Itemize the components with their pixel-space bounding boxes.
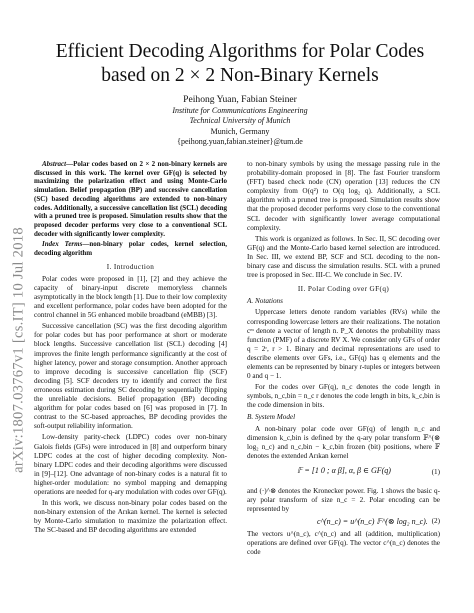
equation-1-body: 𝔽 = [1 0 ; α β], α, β ∈ GF(q) [297,465,391,475]
subsection-heading-notations: A. Notations [247,297,283,306]
index-terms-label: Index Terms [42,240,83,249]
paragraph: Low-density parity-check (LDPC) codes over non-binary Galois fields (GFs) were introduced in [8] and outperform binary LDPC codes at the cost of higher decoding complexity. Non-binary LDPC codes and their decoding algorithms were discussed in [9]–[12]. One advantage of non-binary codes is a natural fit to higher-order modulation: no symbol mapping and demapping operations are needed for q-ary modulation with codes over GF(q). [34,433,227,496]
institution-line-2: Technical University of Munich [189,116,291,126]
paragraph: The vectors u^(n_c), c^(n_c) and all (addition, multiplication) operations are defined over GF(q). The vector c^(n_c) denotes the code [247,530,440,557]
arxiv-identifier [10,140,28,560]
left-column [34,160,227,537]
equation-2 [247,516,440,528]
paragraph: to non-binary symbols by using the message passing rule in the probability-domain proposed in [8]. The fast Fourier transform (FFT) based check node (CN) operation [13] reduces the CN complexity from O(q²) to O(q log₂ q). Additionally, a SCL algorithm with a pruned tree is proposed. Simulation results show that the proposed decoder performs very close to the conventional SCL decoder with significantly lower average computational complexity. [247,160,440,232]
paragraph: This work is organized as follows. In Sec. II, SC decoding over GF(q) and the Monte-Carlo based kernel selection are introduced. In Sec. III, we extend BP, SCF and SCL decoding to the non-binary case and discuss the simulation results. SCL with a pruned tree is proposed in Sec. III-C. We conclude in Sec. IV. [247,234,440,280]
paragraph: In this work, we discuss non-binary polar codes based on the non-binary extension of the Arıkan kernel. The kernel is selected by Monte-Carlo simulation to maximize the polarization effect. The SC-based and BP decoding algorithms are extended [34,499,227,535]
index-terms [34,240,227,257]
paragraph: Polar codes were proposed in [1], [2] and they achieve the capacity of binary-input discrete memoryless channels asymptotically in the block length [1]. Due to their low complexity and excellent performance, polar codes have been adopted for the control channel in 5G enhanced mobile broadband (eMBB) [3]. [34,274,227,320]
paper-title [40,40,440,88]
arxiv-id-text: arXiv:1807.03767v1 [cs.IT] 10 Jul 2018 [10,227,27,473]
paragraph: Successive cancellation (SC) was the first decoding algorithm for polar codes but has poor performance at short or moderate block lengths. Successive cancellation list (SCL) decoding [4] improves the finite length performance significantly at the cost of higher latency, power and storage consumption. Another approach to improve decoding is successive cancellation flip (SCF) decoding [5]. SCF decoders try to identify and correct the first erroneous estimation during SC decoding by sequentially flipping the unreliable decisions. Belief propagation (BP) decoding algorithm for polar codes based on [6] was proposed in [7]. In contrast to the SC-based approaches, BP decoding provides the soft-output reliability information. [34,322,227,431]
equation-2-number: (2) [431,517,440,526]
index-terms-text: —non-binary polar codes, kernel selection, decoding algorithm [34,240,227,258]
paragraph: A non-binary polar code over GF(q) of length n_c and dimension k_c,bin is defined by the q-ary polar transform 𝔽^(⊗ log₂ n_c) and n_c,bin − k_c,bin frozen (bit) positions, where 𝔽 denotes the extended Arıkan kernel [247,424,440,460]
abstract [34,160,227,238]
author-block [40,94,440,147]
abstract-text: —Polar codes based on 2 × 2 non-binary kernels are discussed in this work. The kernel over GF(q) is selected by maximizing the polarization effect and using Monte-Carlo simulation. Belief propagation (BP) and successive cancellation (SC) based decoding algorithms are extended to non-binary codes. Additionally, a successive cancellation list (SCL) decoding with a pruned tree is proposed. Simulation results show that the proposed decoder performs very close to a conventional SCL decoder with significantly lower complexity. [34,160,227,238]
title-line-1: Efficient Decoding Algorithms for Polar Codes [55,41,425,62]
abstract-label: Abstract [42,160,67,168]
equation-2-body: c^(n_c) = u^(n_c) 𝔽^(⊗ log₂ n_c). [317,517,428,527]
equation-1 [247,463,440,485]
section-heading-introduction: I. Introduction [106,262,155,271]
institution-line-1: Institute for Communications Engineering [172,106,308,115]
title-line-2: based on 2 × 2 Non-Binary Kernels [101,65,379,86]
author-email: {peihong.yuan,fabian.steiner}@tum.de [177,136,303,146]
equation-1-number: (1) [431,467,440,476]
author-names: Peihong Yuan, Fabian Steiner [183,94,297,105]
paragraph: and (·)^⊗ denotes the Kronecker power. Fig. 1 shows the basic q-ary polar transform of size n_c = 2. Polar encoding can be represented by [247,486,440,514]
right-column [247,160,440,559]
paragraph: Uppercase letters denote random variables (RVs) while the corresponding lowercase letters are their realizations. The notation cᵐ denote a vector of length n. P_X denotes the probability mass function (PMF) of a discrete RV X. We consider only GFs of order q = 2ʳ, r > 1. Binary and decimal representations are used to describe elements over GFs, i.e., GF(q) has q elements and the elements can be represented by binary r-tuples or integers between 0 and q − 1. [247,308,440,381]
subsection-heading-system-model: B. System Model [247,413,296,422]
paragraph: For the codes over GF(q), n_c denotes the code length in symbols, n_c,bin = n_c r denotes the code length in bits, k_c,bin is the code dimension in bits. [247,383,440,410]
author-city: Munich, Germany [210,126,270,136]
section-heading-polar-coding: II. Polar Coding over GF(q) [297,285,390,294]
